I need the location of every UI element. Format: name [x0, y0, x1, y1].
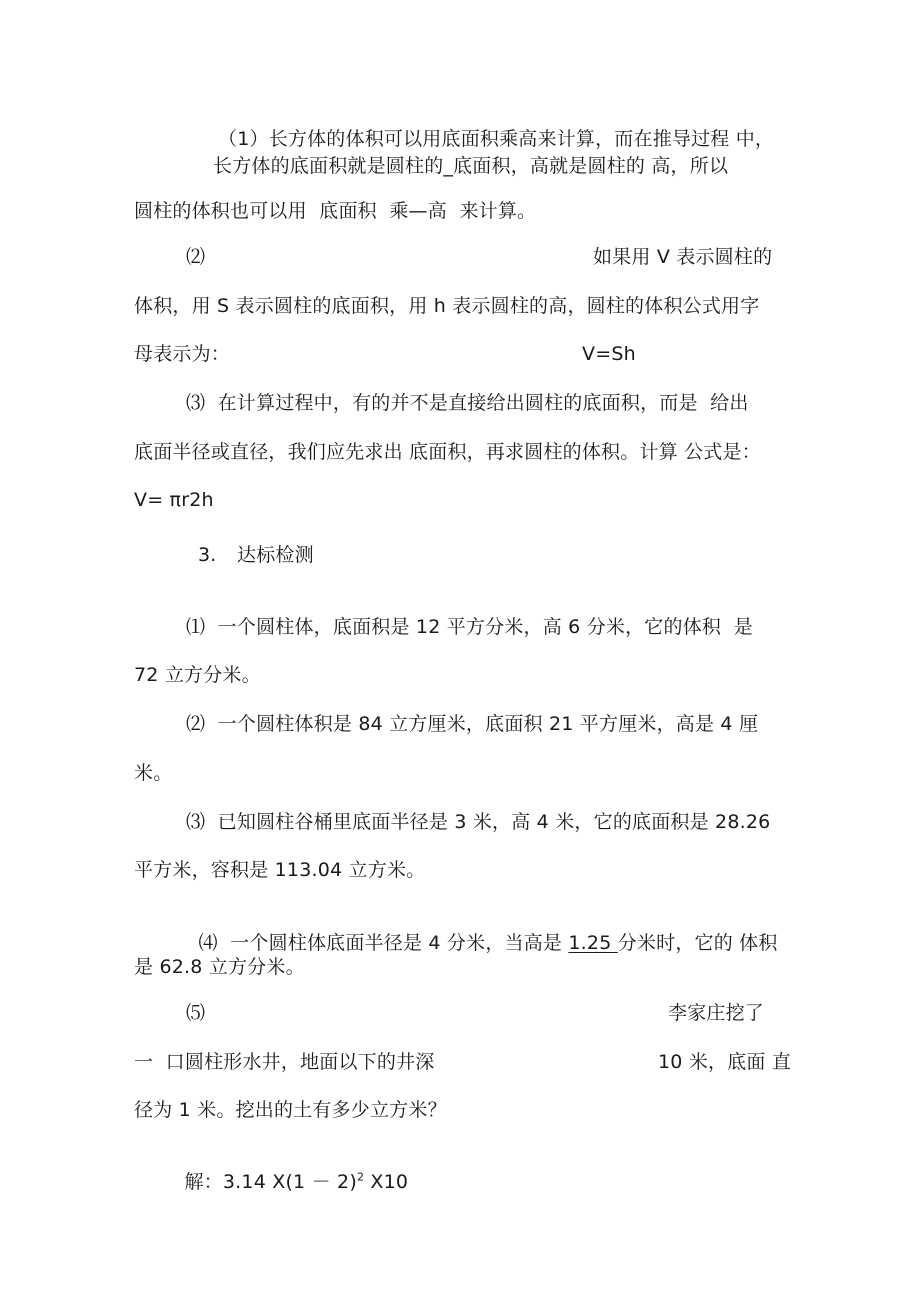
q1-line2: 72 立方分米。	[134, 664, 261, 686]
p2-number: ⑵	[186, 246, 206, 268]
q4-answer-underlined: 1.25	[568, 932, 618, 954]
q2-line1: ⑵ 一个圆柱体积是 84 立方厘米，底面积 21 平方厘米，高是 4 厘	[186, 713, 759, 735]
q5-line3: 径为 1 米。挖出的土有多少立方米？	[134, 1099, 447, 1121]
solution-exponent: 2	[356, 1170, 365, 1184]
p3-line2: 底面半径或直径，我们应先求出 底面积，再求圆柱的体积。计算 公式是：	[134, 441, 761, 463]
q3-line1: ⑶ 已知圆柱谷桶里底面半径是 3 米，高 4 米，它的底面积是 28.26	[186, 811, 771, 833]
q4-line1-part-a: ⑷ 一个圆柱体底面半径是 4 分米，当高是	[198, 932, 569, 954]
q5-number: ⑸	[186, 1002, 206, 1024]
q4-line1-part-b: 分米时，它的 体积	[617, 932, 778, 954]
q3-line2: 平方米，容积是 113.04 立方米。	[134, 859, 426, 881]
p3-line1: ⑶ 在计算过程中，有的并不是直接给出圆柱的底面积，而是 给出	[186, 392, 749, 414]
q5-line2-left: 一 口圆柱形水井，地面以下的井深	[134, 1051, 435, 1073]
p2-line3-left: 母表示为：	[134, 343, 231, 365]
section3-heading-number: 3.	[198, 544, 217, 566]
p1-line1: （1）长方体的体积可以用底面积乘高来计算，而在推导过程 中，	[218, 128, 775, 150]
q4-line1	[186, 907, 778, 955]
p1-line3: 圆柱的体积也可以用 底面积 乘—高 来计算。	[134, 200, 537, 222]
p2-formula: V=Sh	[582, 343, 636, 365]
q4-line2: 是 62.8 立方分米。	[134, 956, 305, 978]
q2-line2: 米。	[134, 762, 173, 784]
solution-suffix: X10	[364, 1171, 409, 1193]
solution-prefix: 解：3.14 X(1 － 2)	[184, 1171, 357, 1193]
q5-line1-right: 李家庄挖了	[668, 1002, 765, 1024]
p1-line2: 长方体的底面积就是圆柱的_底面积，高就是圆柱的 高，所以	[213, 155, 729, 177]
p2-line2: 体积，用 S 表示圆柱的底面积，用 h 表示圆柱的高，圆柱的体积公式用字	[134, 295, 760, 317]
section3-heading-text: 达标检测	[237, 544, 314, 566]
p3-formula: V= πr2h	[134, 489, 214, 511]
q5-solution	[172, 1146, 408, 1194]
q1-line1: ⑴ 一个圆柱体，底面积是 12 平方分米，高 6 分米，它的体积 是	[186, 616, 753, 638]
p2-line1-right: 如果用 V 表示圆柱的	[593, 246, 773, 268]
q5-line2-right: 10 米，底面 直	[658, 1051, 792, 1073]
